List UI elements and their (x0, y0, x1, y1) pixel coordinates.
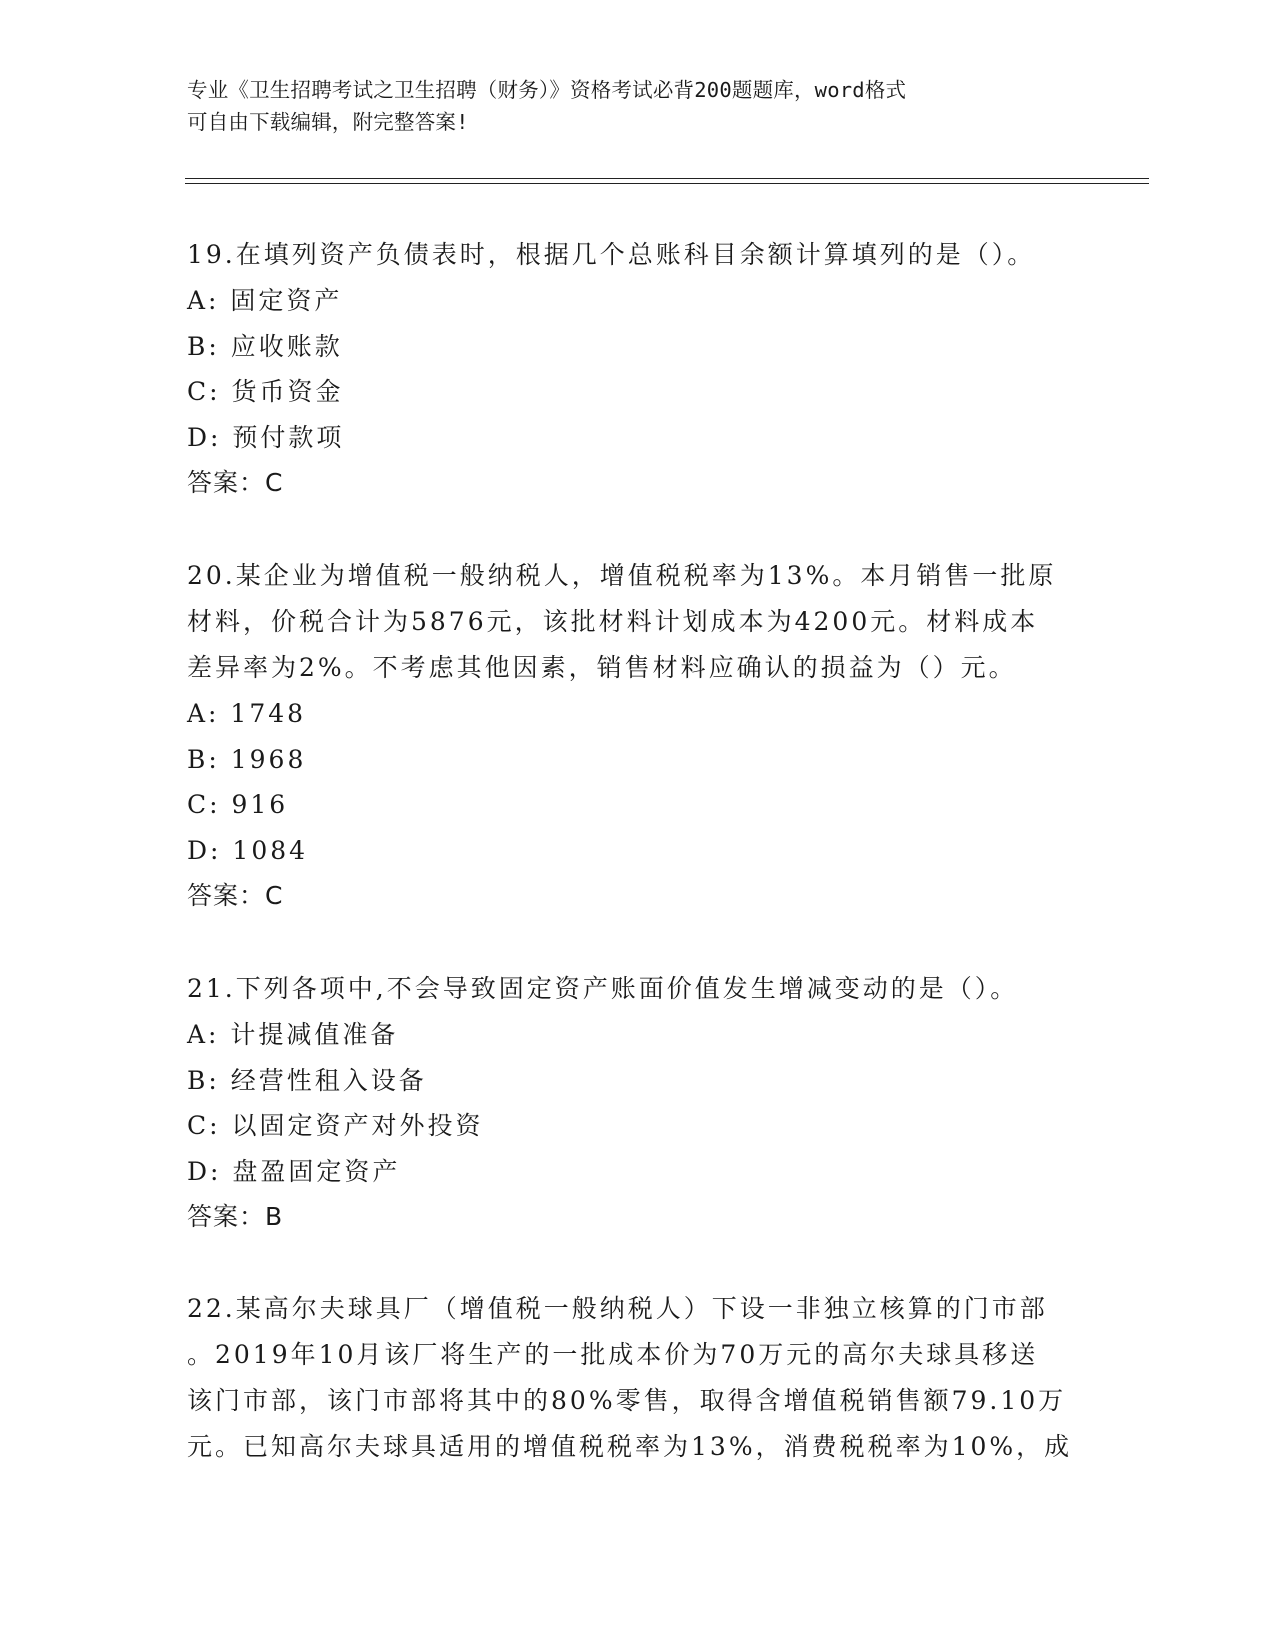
header-line-1: 专业《卫生招聘考试之卫生招聘（财务）》资格考试必背200题题库，word格式 (187, 78, 907, 102)
answer: 答案：B (187, 1202, 284, 1231)
question-stem-line-3: 该门市部，该门市部将其中的80%零售，取得含增值税销售额79.10万 (187, 1386, 1067, 1415)
header-divider-top (185, 178, 1149, 179)
option-b: B: 应收账款 (187, 331, 343, 361)
question-stem-line-1: 22.某高尔夫球具厂（增值税一般纳税人）下设一非独立核算的门市部 (187, 1294, 1048, 1323)
question-stem-line-3: 差异率为2%。不考虑其他因素，销售材料应确认的损益为（）元。 (187, 653, 1017, 682)
question-stem-line-4: 元。已知高尔夫球具适用的增值税税率为13%，消费税税率为10%，成 (187, 1432, 1073, 1461)
question-stem-line-1: 20.某企业为增值税一般纳税人，增值税税率为13%。本月销售一批原 (187, 561, 1057, 590)
question-21 (187, 966, 1077, 1240)
option-b: B: 经营性租入设备 (187, 1065, 427, 1095)
option-b: B: 1968 (187, 744, 307, 774)
option-a: A: 固定资产 (187, 286, 343, 315)
option-c: C: 货币资金 (187, 377, 344, 406)
option-c: C: 以固定资产对外投资 (187, 1111, 484, 1140)
option-d: D: 1084 (187, 835, 309, 865)
option-d: D: 盘盈固定资产 (187, 1156, 401, 1186)
option-a: A: 1748 (187, 699, 307, 728)
header-divider-bottom (185, 183, 1149, 184)
answer: 答案：C (187, 881, 284, 910)
document-header (187, 74, 1067, 138)
question-22 (187, 1286, 1077, 1470)
question-19 (187, 232, 1077, 506)
option-c: C: 916 (187, 790, 289, 819)
answer: 答案：C (187, 468, 284, 497)
question-stem-line-2: 材料，价税合计为5876元，该批材料计划成本为4200元。材料成本 (187, 607, 1039, 636)
option-a: A: 计提减值准备 (187, 1020, 399, 1049)
question-stem-line-2: 。2019年10月该厂将生产的一批成本价为70万元的高尔夫球具移送 (187, 1340, 1039, 1369)
question-stem: 19.在填列资产负债表时，根据几个总账科目余额计算填列的是（）。 (187, 240, 1036, 269)
header-line-2: 可自由下载编辑，附完整答案! (187, 110, 469, 134)
question-stem: 21.下列各项中,不会导致固定资产账面价值发生增减变动的是（）。 (187, 974, 1019, 1003)
option-d: D: 预付款项 (187, 422, 345, 452)
question-20 (187, 553, 1077, 919)
